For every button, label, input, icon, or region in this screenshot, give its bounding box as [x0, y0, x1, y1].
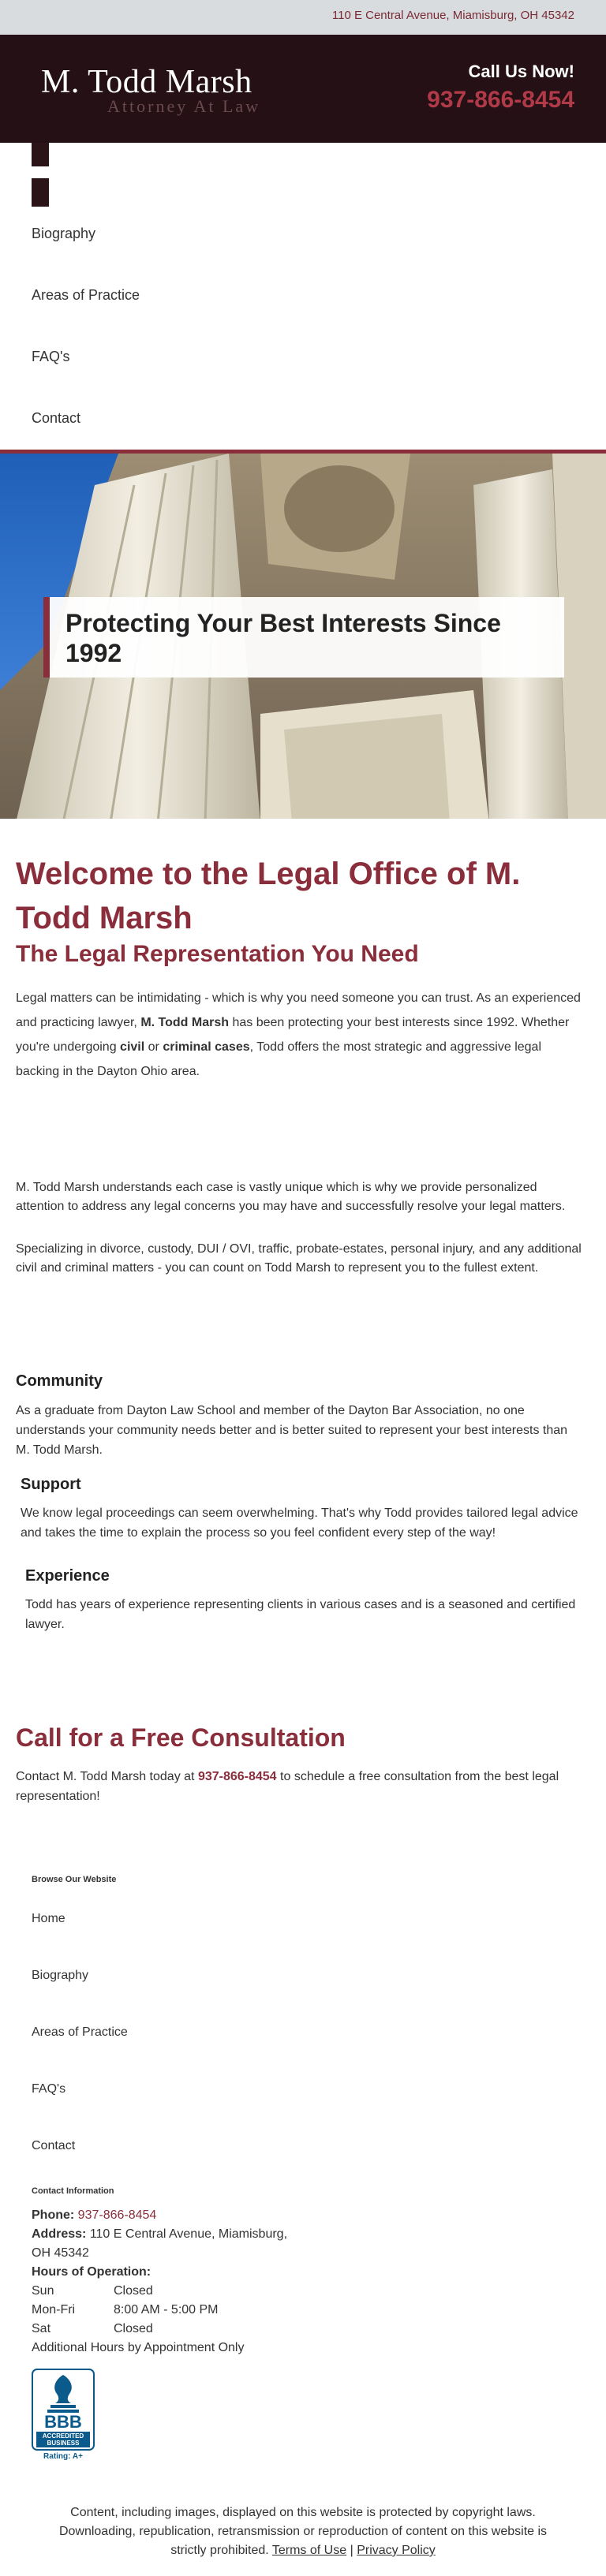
cta-text-post: to schedule a free consultation from the best legal representation!: [16, 1770, 559, 1803]
hours-row: [32, 2282, 153, 2301]
browse-heading: Browse Our Website: [32, 1875, 117, 1884]
specializing-paragraph: Specializing in divorce, custody, DUI / OVI, traffic, probate-estates, personal injury, and any additional civil and criminal matters - you can count on Todd Marsh to represent you to the fullest extent.: [16, 1242, 582, 1275]
intro-paragraph: [16, 986, 584, 1084]
hours-day: Mon-Fri: [32, 2303, 76, 2317]
page-title: Welcome to the Legal Office of M. Todd Marsh: [16, 857, 521, 935]
terms-of-use-link[interactable]: Terms of Use: [271, 2544, 347, 2557]
support-text: We know legal proceedings can seem overwhelming. That's why Todd provides tailored legal advice and takes the time to explain the process so you feel confident every step of the way!: [21, 1506, 578, 1540]
intro-or: or: [144, 1040, 163, 1054]
hours-day: Sun: [32, 2284, 54, 2298]
contact-phone-row: [32, 2206, 156, 2225]
personalized-paragraph: M. Todd Marsh understands each case is vastly unique which is why we provide personalized attention to address any legal concerns you may have and successfully resolve your legal matters.: [16, 1181, 566, 1213]
footer-link-biography[interactable]: Biography: [32, 1969, 89, 1982]
cta-title: Call for a Free Consultation: [16, 1723, 346, 1752]
hours-row: [32, 2320, 153, 2339]
logo-name: M. Todd Marsh: [41, 64, 252, 100]
intro-text-2: has been protecting your best interests since 1992. Whether you're undergoing: [16, 1016, 570, 1054]
footer-link-home[interactable]: Home: [32, 1912, 65, 1925]
nav-item-biography[interactable]: Biography: [32, 226, 96, 241]
footer-link-areas-of-practice[interactable]: Areas of Practice: [32, 2025, 128, 2039]
bbb-line2: BUSINESS: [47, 2440, 80, 2447]
cta-phone-link[interactable]: 937-866-8454: [197, 1770, 277, 1783]
intro-name: M. Todd Marsh: [140, 1016, 230, 1029]
hours-row: [32, 2301, 219, 2320]
header-phone-link[interactable]: 937-866-8454: [427, 87, 574, 113]
hours-label: Hours of Operation:: [32, 2265, 152, 2279]
community-heading: Community: [16, 1372, 103, 1390]
copyright-notice: [47, 2503, 559, 2560]
address-line2: OH 45342: [32, 2246, 89, 2260]
community-text: As a graduate from Dayton Law School and member of the Dayton Bar Association, no one understands your community needs better and is better suited to represent your best interests than M. Todd Marsh.: [16, 1404, 568, 1457]
hero-headline-box: [43, 597, 564, 678]
experience-text: Todd has years of experience representing clients in various cases and is a seasoned and certified lawyer.: [25, 1598, 576, 1631]
contact-address-row: [32, 2225, 287, 2244]
page-subtitle: The Legal Representation You Need: [16, 941, 419, 967]
footer-phone-link[interactable]: 937-866-8454: [77, 2208, 157, 2222]
address-line1: 110 E Central Avenue, Miamisburg,: [89, 2227, 288, 2241]
hero-headline: Protecting Your Best Interests Since 1992: [65, 609, 501, 667]
cta-text: [16, 1767, 584, 1806]
cta-text-pre: Contact M. Todd Marsh today at: [16, 1770, 198, 1783]
contact-heading: Contact Information: [32, 2186, 114, 2196]
bbb-badge[interactable]: [32, 2369, 95, 2463]
support-heading: Support: [21, 1476, 81, 1493]
call-label: Call Us Now!: [468, 62, 574, 81]
phone-label: Phone:: [32, 2208, 75, 2222]
hours-time: Closed: [114, 2322, 153, 2335]
experience-heading: Experience: [25, 1567, 110, 1585]
intro-criminal: criminal cases: [163, 1040, 250, 1054]
intro-text-3: , Todd offers the most strategic and aggressive legal backing in the Dayton Ohio area.: [16, 1040, 542, 1078]
privacy-policy-link[interactable]: Privacy Policy: [357, 2544, 436, 2557]
hours-time: Closed: [114, 2284, 153, 2298]
bbb-rating: Rating: A+: [43, 2452, 83, 2461]
logo-tagline: Attorney At Law: [107, 96, 261, 116]
site-logo[interactable]: [32, 62, 300, 114]
copyright-text: Content, including images, displayed on this website is protected by copyright laws. Downloading, republication, retransmission or reproduction of content on this website is strictly prohibited.: [58, 2506, 548, 2557]
site-header: [0, 35, 606, 143]
menu-toggle-top[interactable]: [32, 143, 49, 166]
call-us: [427, 62, 574, 114]
hours-time: 8:00 AM - 5:00 PM: [114, 2303, 219, 2317]
intro-civil: civil: [120, 1040, 145, 1054]
top-address[interactable]: 110 E Central Avenue, Miamisburg, OH 45342: [331, 9, 574, 22]
hero-banner: [0, 450, 606, 819]
menu-toggle-icon[interactable]: [32, 178, 49, 207]
nav-item-contact[interactable]: Contact: [32, 410, 81, 426]
intro-text-1: Legal matters can be intimidating - which is why you need someone you can trust. As an experienced and practicing lawyer,: [16, 991, 581, 1029]
hours-note: Additional Hours by Appointment Only: [32, 2341, 245, 2354]
footer-link-faqs[interactable]: FAQ's: [32, 2082, 66, 2096]
bbb-line1: ACCREDITED: [42, 2432, 84, 2440]
footer-separator: |: [350, 2544, 354, 2557]
hours-day: Sat: [32, 2322, 51, 2335]
nav-item-faqs[interactable]: FAQ's: [32, 349, 70, 364]
address-label: Address:: [32, 2227, 87, 2241]
bbb-mark: BBB: [44, 2412, 82, 2432]
top-bar: [0, 0, 606, 35]
nav-item-areas-of-practice[interactable]: Areas of Practice: [32, 287, 140, 303]
footer-link-contact[interactable]: Contact: [32, 2139, 76, 2152]
